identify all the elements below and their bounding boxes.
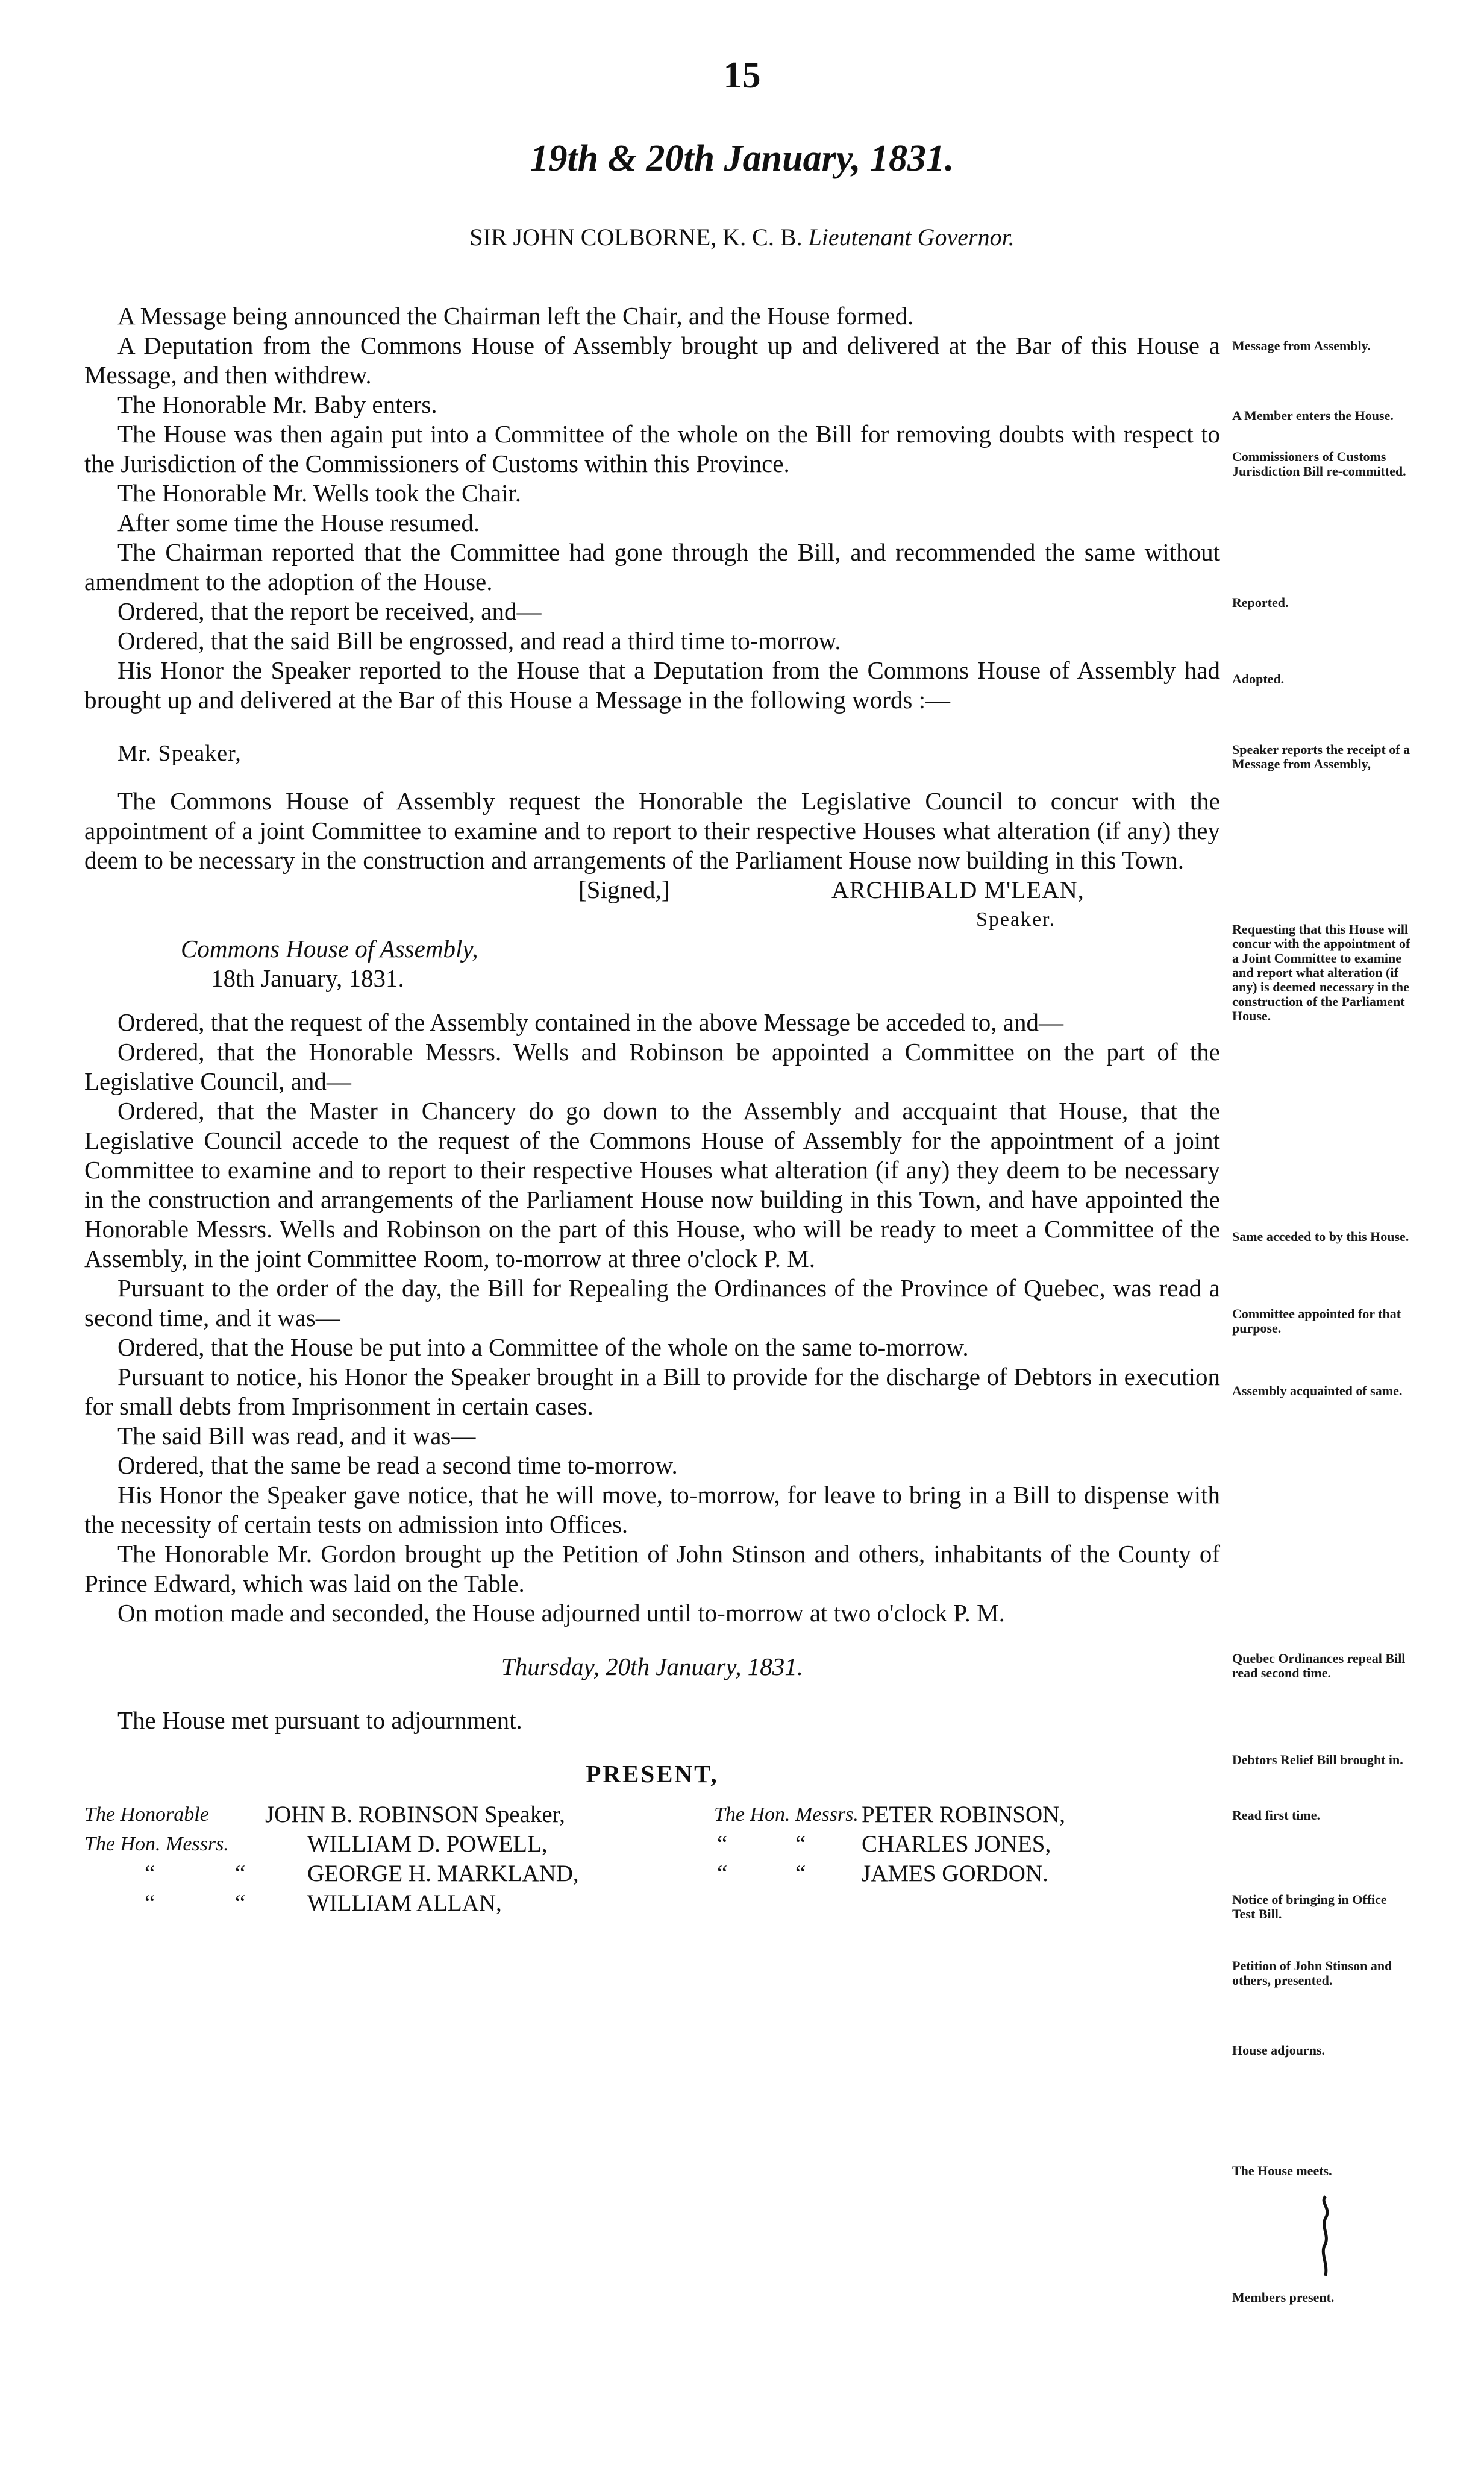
paragraph: A Deputation from the Commons House of Assembly brought up and delivered at the Bar of this House a Message, and then withdrew. xyxy=(84,331,1220,389)
main-text xyxy=(84,301,1220,1918)
present-name: WILLIAM ALLAN, xyxy=(307,1890,502,1916)
ditto-mark: “ xyxy=(717,1861,728,1887)
present-row xyxy=(84,1800,1220,1829)
margin-note: Commissioners of Customs Jurisdiction Bill re-committed. xyxy=(1232,449,1406,479)
message-origin: Commons House of Assembly, xyxy=(181,935,478,963)
governor-name: SIR JOHN COLBORNE, K. C. B. xyxy=(469,224,803,251)
margin-note: Speaker reports the receipt of a Message from Assembly, xyxy=(1232,742,1410,771)
margin-note: Quebec Ordinances repeal Bill read second time. xyxy=(1232,1651,1406,1680)
present-row xyxy=(84,1888,1220,1918)
paragraph: After some time the House resumed. xyxy=(117,509,480,536)
paragraph: Ordered, that the said Bill be engrossed, and read a third time to-morrow. xyxy=(117,627,841,655)
message-origin-date: 18th January, 1831. xyxy=(211,964,404,992)
present-name: PETER ROBINSON, xyxy=(862,1802,1066,1827)
margin-note: Read first time. xyxy=(1232,1808,1321,1823)
paragraph: A Message being announced the Chairman left the Chair, and the House formed. xyxy=(117,302,914,330)
signatory-name: ARCHIBALD M'LEAN, xyxy=(831,876,1085,903)
margin-note: House adjourns. xyxy=(1232,2043,1326,2058)
margin-note: Message from Assembly. xyxy=(1232,338,1371,353)
met-line: The House met pursuant to adjournment. xyxy=(117,1706,522,1734)
margin-note: Reported. xyxy=(1232,595,1289,610)
paragraph: Ordered, that the House be put into a Committee of the whole on the same to-morrow. xyxy=(117,1333,969,1361)
margin-note: Requesting that this House will concur with the appointment of a Joint Committee to examine and report what alteration (if any) is deemed necessary in the construction of the Parliament House. xyxy=(1232,922,1410,1023)
margin-note: A Member enters the House. xyxy=(1232,408,1394,423)
message-salutation: Mr. Speaker, xyxy=(117,741,242,766)
ditto-mark: “ xyxy=(145,1890,155,1916)
present-name: CHARLES JONES, xyxy=(862,1831,1051,1857)
margin-note: Adopted. xyxy=(1232,671,1285,686)
paragraph: Ordered, that the request of the Assembly contained in the above Message be acceded to, and— xyxy=(117,1008,1063,1036)
signatory-title: Speaker. xyxy=(976,908,1056,931)
page-number: 15 xyxy=(723,55,761,96)
margin-note: Same acceded to by this House. xyxy=(1232,1229,1409,1244)
brace-path xyxy=(1323,2196,1327,2276)
paragraph: Ordered, that the same be read a second time to-morrow. xyxy=(117,1451,678,1479)
thursday-heading: Thursday, 20th January, 1831. xyxy=(501,1653,804,1680)
ditto-mark: “ xyxy=(795,1831,806,1857)
paragraph: The said Bill was read, and it was— xyxy=(117,1422,476,1450)
paragraph: Ordered, that the Master in Chancery do go down to the Assembly and accquaint that House, that the Legislative Council accede to the request of the Commons House of Assembly for the appointment of a joint Committee to examine and to report to their respective Houses what alteration (if any) they deem to be necessary in the construction and arrangements of the Parliament House now building in this Town, and have appointed the Honorable Messrs. Wells and Robinson on the part of this House, who will be ready to meet a Committee of the Assembly, in the joint Committee Room, to-morrow at three o'clock P. M. xyxy=(84,1097,1220,1272)
governor-line xyxy=(0,223,1484,251)
paragraph: The Honorable Mr. Baby enters. xyxy=(117,391,437,418)
margin-note: Assembly acquainted of same. xyxy=(1232,1383,1403,1398)
present-prefix: The Hon. Messrs. xyxy=(84,1833,229,1855)
present-heading: PRESENT, xyxy=(586,1760,719,1788)
present-row xyxy=(84,1829,1220,1859)
present-name: JOHN B. ROBINSON Speaker, xyxy=(265,1802,565,1827)
present-prefix: The Hon. Messrs. xyxy=(714,1803,859,1826)
brace-mark xyxy=(1313,2194,1338,2278)
paragraph: His Honor the Speaker reported to the House that a Deputation from the Commons House of Assembly had brought up and delivered at the Bar of this House a Message in the following words :— xyxy=(84,656,1220,714)
ditto-mark: “ xyxy=(795,1861,806,1887)
paragraph: Ordered, that the report be received, and— xyxy=(117,597,542,625)
paragraph: The House was then again put into a Committee of the whole on the Bill for removing doubts with respect to the Jurisdiction of the Commissioners of Customs within this Province. xyxy=(84,420,1220,477)
ditto-mark: “ xyxy=(717,1831,728,1857)
present-row xyxy=(84,1859,1220,1888)
paragraph: The Honorable Mr. Wells took the Chair. xyxy=(117,479,522,507)
governor-title: Lieutenant Governor. xyxy=(808,224,1015,251)
margin-note: Petition of John Stinson and others, presented. xyxy=(1232,1958,1392,1988)
ditto-mark: “ xyxy=(145,1861,155,1887)
paragraph: Pursuant to notice, his Honor the Speaker brought in a Bill to provide for the discharge of Debtors in execution for small debts from Imprisonment in certain cases. xyxy=(84,1363,1220,1420)
margin-note: Committee appointed for that purpose. xyxy=(1232,1306,1401,1336)
paragraph: Ordered, that the Honorable Messrs. Wells and Robinson be appointed a Committee on the part of the Legislative Council, and— xyxy=(84,1038,1220,1095)
signed-label: [Signed,] xyxy=(578,876,670,903)
paragraph: The Honorable Mr. Gordon brought up the Petition of John Stinson and others, inhabitants of the County of Prince Edward, which was laid on the Table. xyxy=(84,1540,1220,1597)
message-body: The Commons House of Assembly request the Honorable the Legislative Council to concur with the appointment of a joint Committee to examine and to report to their respective Houses what alteration (if any) they deem to be necessary in the construction and arrangements of the Parliament House now building in this Town. xyxy=(84,787,1220,874)
paragraph: On motion made and seconded, the House adjourned until to-morrow at two o'clock P. M. xyxy=(117,1599,1005,1627)
present-name: WILLIAM D. POWELL, xyxy=(307,1831,548,1857)
present-list xyxy=(84,1800,1220,1918)
present-prefix: The Honorable xyxy=(84,1803,209,1826)
margin-note: Members present. xyxy=(1232,2290,1335,2305)
paragraph: His Honor the Speaker gave notice, that he will move, to-morrow, for leave to bring in a Bill to dispense with the necessity of certain tests on admission into Offices. xyxy=(84,1481,1220,1538)
signature-row xyxy=(84,875,1220,905)
present-name: JAMES GORDON. xyxy=(862,1861,1048,1887)
margin-note: Notice of bringing in Office Test Bill. xyxy=(1232,1892,1387,1921)
margin-note: The House meets. xyxy=(1232,2163,1332,2178)
margin-note: Debtors Relief Bill brought in. xyxy=(1232,1752,1403,1767)
ditto-mark: “ xyxy=(235,1890,246,1916)
ditto-mark: “ xyxy=(235,1861,246,1887)
page-date: 19th & 20th January, 1831. xyxy=(530,138,954,179)
paragraph: The Chairman reported that the Committee had gone through the Bill, and recommended the same without amendment to the adoption of the House. xyxy=(84,538,1220,595)
paragraph: Pursuant to the order of the day, the Bill for Repealing the Ordinances of the Province of Quebec, was read a second time, and it was— xyxy=(84,1274,1220,1331)
present-name: GEORGE H. MARKLAND, xyxy=(307,1861,579,1887)
